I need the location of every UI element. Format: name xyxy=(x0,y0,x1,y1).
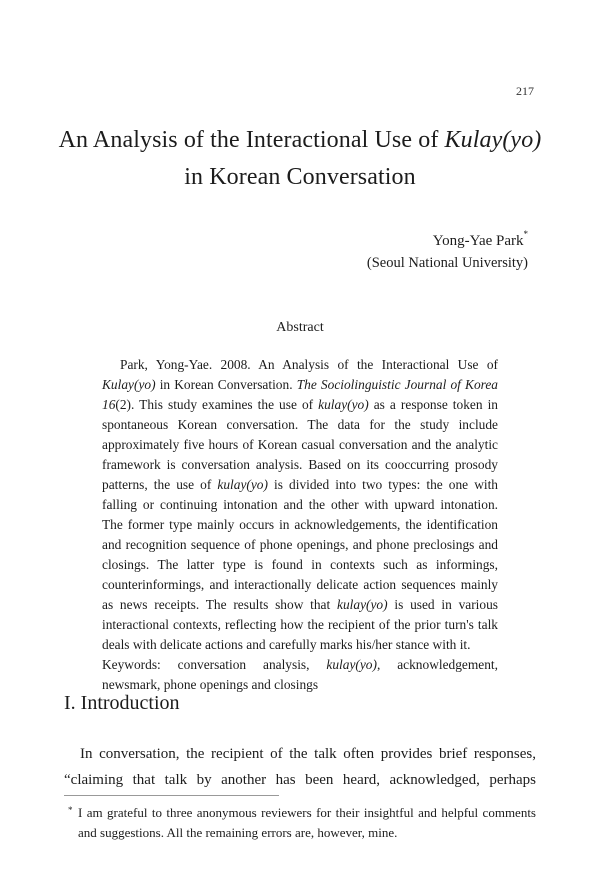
abstract-term-1: kulay(yo) xyxy=(318,397,369,412)
footnote xyxy=(64,803,536,843)
abstract-text-2: as a response token in spontaneous Korean conversation. The data for the study include approximately five hours of Korean casual conversation and the analytic framework is conversation analysis. Based on its cooccurring prosody patterns, the use of xyxy=(102,397,499,492)
title-line-1 xyxy=(40,122,560,159)
citation-mid: in Korean Conversation. xyxy=(155,377,297,392)
abstract-text-3: is divided into two types: the one with falling or continuing intonation and the other with upward intonation. The former type mainly occurs in acknowledgements, the identification and recognition sequence of phone openings, and phone preclosings and closings. The latter type is found in contexts such as informings, counterinformings, and interactionally delicate action sequences mainly as news receipts. The results show that xyxy=(102,477,499,612)
citation-lead: Park, Yong-Yae. 2008. An Analysis of the Interactional Use of xyxy=(120,357,498,372)
abstract-text-4: is used in various interactional contexts, reflecting how the recipient of the prior turn's talk deals with delicate actions and carefully marks his/her stance with it. xyxy=(102,597,499,652)
keywords-post: , acknowledgement, newsmark, phone openings and closings xyxy=(102,657,498,692)
abstract-term-3: kulay(yo) xyxy=(337,597,388,612)
footnote-divider xyxy=(64,795,279,796)
abstract-paragraph xyxy=(102,355,498,655)
journal-issue: (2). xyxy=(115,397,140,412)
title-line-2: in Korean Conversation xyxy=(184,164,416,190)
keywords-term: kulay(yo) xyxy=(326,657,377,672)
citation-italic-term: Kulay(yo) xyxy=(102,377,156,392)
title-italic-term: Kulay(yo) xyxy=(444,127,542,153)
keywords-line xyxy=(102,655,498,695)
abstract-heading: Abstract xyxy=(276,320,324,335)
author-affiliation: (Seoul National University) xyxy=(366,255,528,271)
author-name-text: Yong-Yae Park xyxy=(432,233,524,249)
author-name xyxy=(433,231,528,250)
intro-paragraph: In conversation, the recipient of the talk often provides brief responses, “claiming that talk by another has been heard, acknowledged, perhaps xyxy=(64,746,536,788)
author-footnote-mark: * xyxy=(523,229,528,239)
introduction-text xyxy=(64,741,536,793)
keywords-pre: : conversation analysis, xyxy=(157,657,327,672)
paper-title xyxy=(40,122,560,196)
section-heading: I. Introduction xyxy=(64,692,180,714)
journal-name: The Sociolinguistic Journal of Korea 16 xyxy=(102,377,499,412)
abstract-text-1: This study examines the use of xyxy=(139,397,319,412)
title-prefix: An Analysis of the Interactional Use of xyxy=(58,127,445,153)
page-number: 217 xyxy=(516,84,534,98)
abstract-term-2: kulay(yo) xyxy=(217,477,268,492)
footnote-text: I am grateful to three anonymous reviewers for their insightful and helpful comments and suggestions. All the remaining errors are, however, mine. xyxy=(78,805,536,840)
keywords-label: Keywords xyxy=(102,657,158,672)
footnote-mark: * xyxy=(68,805,73,815)
abstract-body xyxy=(102,355,498,695)
